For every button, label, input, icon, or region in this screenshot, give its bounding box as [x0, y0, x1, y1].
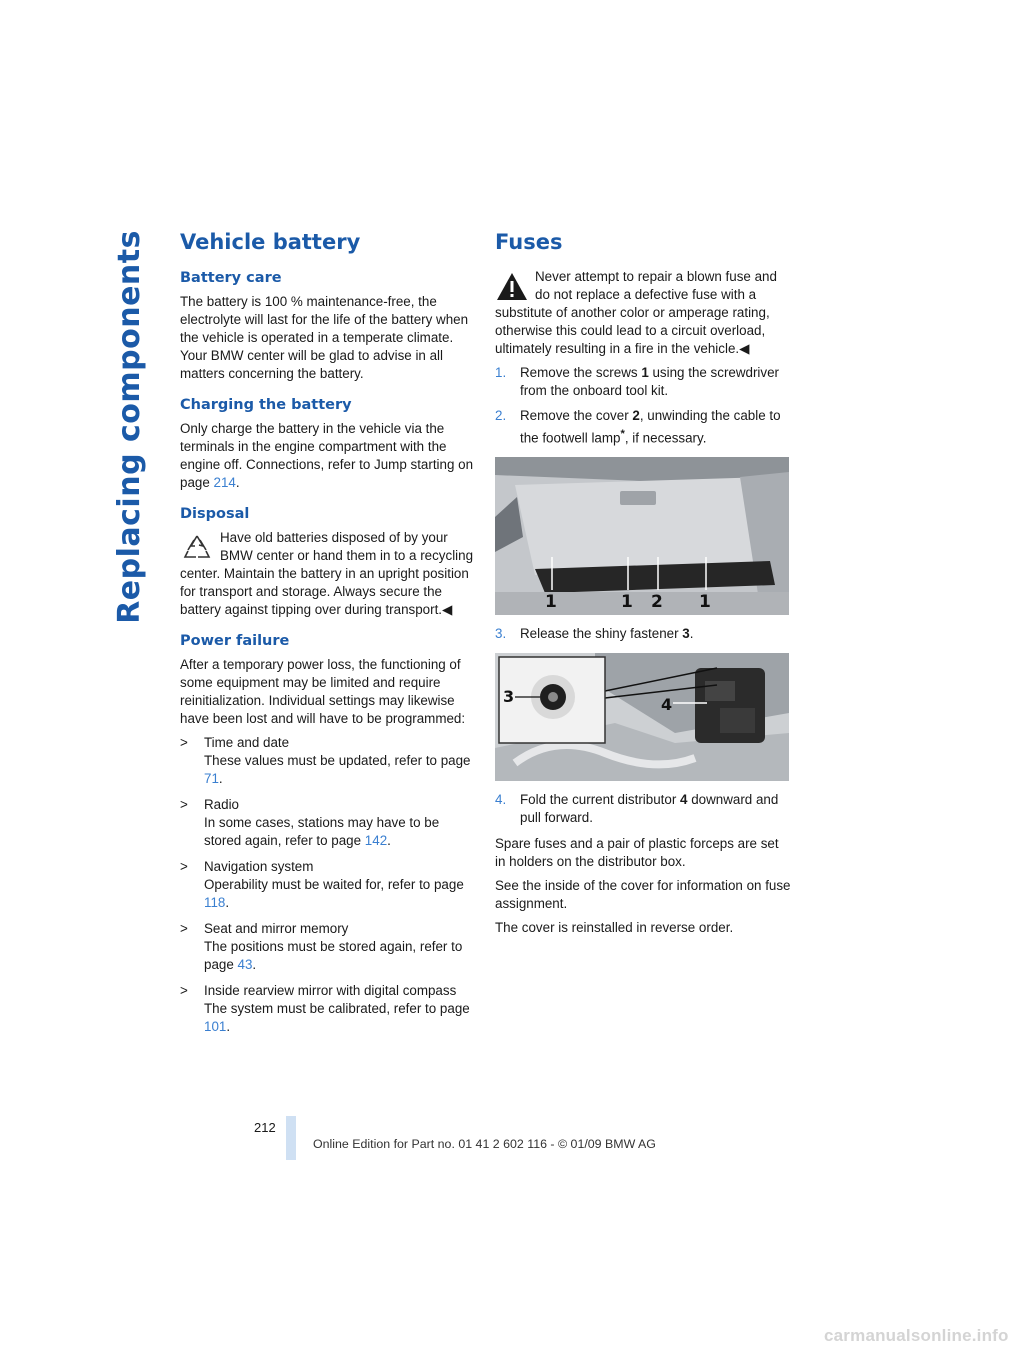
step-item: 3. Release the shiny fastener 3.	[495, 626, 694, 642]
charging-heading: Charging the battery	[180, 397, 352, 413]
figure-label: 3	[503, 687, 515, 707]
page-link-71[interactable]: 71	[204, 771, 219, 786]
fuse-paragraph: Spare fuses and a pair of plastic forceps are set in holders on the distributor box.	[495, 836, 779, 870]
step-item: 1. Remove the screws 1 using the screwdriver from the onboard tool kit.	[495, 365, 780, 398]
power-failure-heading: Power failure	[180, 633, 290, 649]
page-link-142[interactable]: 142	[364, 833, 388, 848]
side-section-title: Replacing components	[112, 230, 147, 624]
page-link-101[interactable]: 101	[204, 1019, 227, 1034]
disposal-notice	[180, 529, 476, 619]
disposal-text: Have old batteries disposed of by your BMW center or hand them in to a recycling center. Maintain the battery in an upright position for transport and storage. Always secure the battery against tipping over during transport.	[180, 530, 474, 617]
fuses-heading: Fuses	[495, 230, 563, 254]
page-link-214[interactable]: 214	[213, 475, 236, 490]
recycle-icon	[180, 531, 214, 565]
list-item: > Radio In some cases, stations may have to be stored again, refer to page 142.	[180, 797, 440, 848]
figure-label: 2	[651, 592, 663, 613]
figure-label: 1	[545, 592, 557, 613]
page-link-43[interactable]: 43	[237, 957, 253, 972]
fuse-warning	[495, 268, 791, 358]
distributor-illustration	[495, 653, 789, 781]
list-item: > Navigation system Operability must be waited for, refer to page 118.	[180, 859, 464, 910]
fuse-steps-3	[495, 625, 791, 643]
left-column	[180, 228, 476, 1044]
power-failure-list	[180, 734, 476, 1036]
list-item: > Seat and mirror memory The positions must be stored again, refer to page 43.	[180, 921, 463, 972]
list-item: > Inside rearview mirror with digital compass The system must be calibrated, refer to page 101.	[180, 983, 470, 1034]
figure-label: 1	[621, 592, 633, 613]
figure-label: 4	[661, 695, 673, 715]
figure-label: 1	[699, 592, 711, 613]
distributor-figure	[495, 653, 789, 781]
battery-care-heading: Battery care	[180, 270, 282, 286]
end-mark: ◀	[739, 341, 750, 356]
fuse-paragraph: See the inside of the cover for information on fuse assignment.	[495, 878, 791, 912]
end-mark: ◀	[442, 602, 453, 617]
fuse-paragraph: The cover is reinstalled in reverse order.	[495, 920, 734, 936]
battery-care-text: The battery is 100 % maintenance-free, the electrolyte will last for the life of the battery when the vehicle is operated in a temperate climate. Your BMW center will be glad to advise in all matters concerning the battery.	[180, 294, 469, 381]
disposal-heading: Disposal	[180, 506, 250, 522]
glovebox-figure	[495, 457, 789, 615]
fuse-warning-text: Never attempt to repair a blown fuse and do not replace a defective fuse with a substitute of another color or amperage rating, otherwise this could lead to a circuit overload, ultimately resulting in a fire in the vehicle.	[495, 269, 777, 356]
list-item: > Time and date These values must be updated, refer to page 71.	[180, 735, 471, 786]
power-failure-intro: After a temporary power loss, the functioning of some equipment may be limited and require reinitialization. Individual settings may likewise have been lost and will have to be programmed:	[180, 657, 466, 726]
warning-triangle-icon	[495, 270, 529, 304]
glovebox-illustration	[495, 457, 789, 615]
page-link-118[interactable]: 118	[204, 895, 226, 910]
fuse-steps-1	[495, 364, 791, 447]
step-item: 4. Fold the current distributor 4 downward and pull forward.	[495, 792, 779, 826]
page-number: 212	[254, 1120, 276, 1135]
fuse-steps-4	[495, 791, 791, 827]
footer-bar	[286, 1116, 296, 1160]
charging-text: Only charge the battery in the vehicle via the terminals in the engine compartment with the engine off. Connections, refer to Jump starting on page 214.	[180, 421, 474, 490]
right-column	[495, 228, 791, 943]
vehicle-battery-heading: Vehicle battery	[180, 230, 361, 254]
step-item: 2. Remove the cover 2, unwinding the cable to the footwell lamp*, if necessary.	[495, 408, 781, 446]
watermark: carmanualsonline.info	[824, 1326, 1009, 1345]
footer-edition: Online Edition for Part no. 01 41 2 602 116 - © 01/09 BMW AG	[313, 1137, 656, 1151]
